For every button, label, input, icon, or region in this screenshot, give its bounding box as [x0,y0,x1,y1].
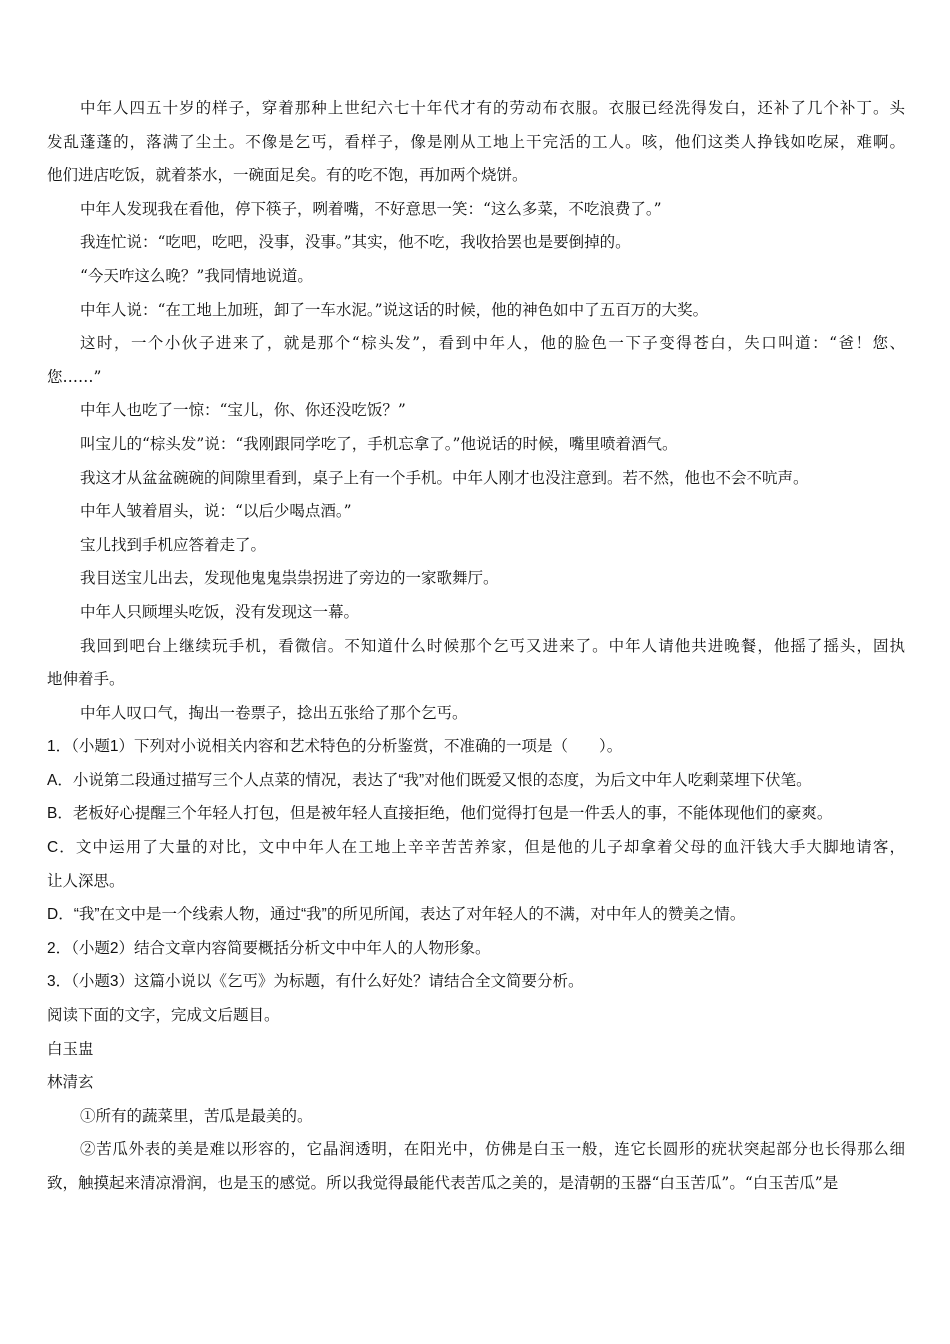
document-page [47,92,905,1201]
story-paragraph-line: 中年人说：“在工地上加班，卸了一车水泥。”说这话的时候，他的神色如中了五百万的大奖。 [80,300,709,319]
question-line: A．小说第二段通过描写三个人点菜的情况，表达了“我”对他们既爱又恨的态度，为后文中年人吃剩菜埋下伏笔。 [47,771,812,789]
story-paragraph-line: 他们进店吃饭，就着茶水，一碗面足矣。有的吃不饱，再加两个烧饼。 [47,166,528,185]
story-paragraph-line: “今天咋这么晚？”我同情地说道。 [80,266,313,285]
story-paragraph-line: 您……” [47,367,102,386]
question-line: 3．（小题3）这篇小说以《乞丐》为标题，有什么好处？请结合全文简要分析。 [47,973,584,991]
story-paragraph-line: 宝儿找到手机应答着走了。 [80,535,267,554]
story-paragraph-line: 中年人皱着眉头，说：“以后少喝点酒。” [80,502,352,521]
story-paragraph-line: 发乱蓬蓬的，落满了尘土。不像是乞丐，看样子，像是刚从工地上干完活的工人。咳，他们这类人挣钱如吃屎，难啊。 [47,132,905,151]
story-paragraph-line: 这时，一个小伙子进来了，就是那个“棕头发”，看到中年人，他的脸色一下子变得苍白，失口叫道：“爸！您、 [80,334,905,353]
section-title: 白玉盅 [47,1040,94,1058]
question-line: B．老板好心提醒三个年轻人打包，但是被年轻人直接拒绝，他们觉得打包是一件丢人的事，不能体现他们的豪爽。 [47,805,833,823]
story-paragraph-line: 我目送宝儿出去，发现他鬼鬼祟祟拐进了旁边的一家歌舞厅。 [80,569,499,588]
story-paragraph-line: 中年人发现我在看他，停下筷子，咧着嘴，不好意思一笑：“这么多菜，不吃浪费了。” [80,199,662,218]
question-line: 让人深思。 [47,872,125,890]
essay-paragraph-line: ①所有的蔬菜里，苦瓜是最美的。 [80,1106,313,1125]
story-paragraph-line: 中年人四五十岁的样子，穿着那种上世纪六七十年代才有的劳动布衣服。衣服已经洗得发白，还补了几个补丁。头 [80,99,905,117]
story-paragraph-line: 中年人叹口气，掏出一卷票子，捻出五张给了那个乞丐。 [80,703,468,722]
story-paragraph-line: 我连忙说：“吃吧，吃吧，没事，没事。”其实，他不吃，我收拾罢也是要倒掉的。 [80,233,631,252]
question-line: D．“我”在文中是一个线索人物，通过“我”的所见所闻，表达了对年轻人的不满，对中年人的赞美之情。 [47,906,746,924]
story-paragraph-line: 叫宝儿的“棕头发”说：“我刚跟同学吃了，手机忘拿了。”他说话的时候，嘴里喷着酒气。 [80,434,678,453]
question-line: 1．（小题1）下列对小说相关内容和艺术特色的分析鉴赏，不准确的一项是（ ）。 [47,738,623,756]
story-paragraph-line: 地伸着手。 [47,670,125,689]
essay-paragraph-line: 致，触摸起来清凉滑润，也是玉的感觉。所以我觉得最能代表苦瓜之美的，是清朝的玉器“白玉苦瓜”。“白玉苦瓜”是 [47,1174,839,1192]
section-instruction: 阅读下面的文字，完成文后题目。 [47,1007,280,1025]
story-paragraph-line: 中年人也吃了一惊：“宝儿，你、你还没吃饭？” [80,401,406,420]
story-paragraph-line: 我回到吧台上继续玩手机，看微信。不知道什么时候那个乞丐又进来了。中年人请他共进晚餐，他摇了摇头，固执 [80,636,905,655]
essay-paragraph-line: ②苦瓜外表的美是难以形容的，它晶润透明，在阳光中，仿佛是白玉一般，连它长圆形的疣状突起部分也长得那么细 [80,1140,905,1159]
story-paragraph-line: 我这才从盆盆碗碗的间隙里看到，桌子上有一个手机。中年人刚才也没注意到。若不然，他也不会不吭声。 [80,468,809,487]
question-line: 2．（小题2）结合文章内容简要概括分析文中中年人的人物形象。 [47,939,491,957]
story-paragraph-line: 中年人只顾埋头吃饭，没有发现这一幕。 [80,602,360,621]
question-line: C．文中运用了大量的对比，文中中年人在工地上辛辛苦苦养家，但是他的儿子却拿着父母的血汗钱大手大脚地请客， [47,839,905,857]
section-author: 林清玄 [47,1074,94,1092]
